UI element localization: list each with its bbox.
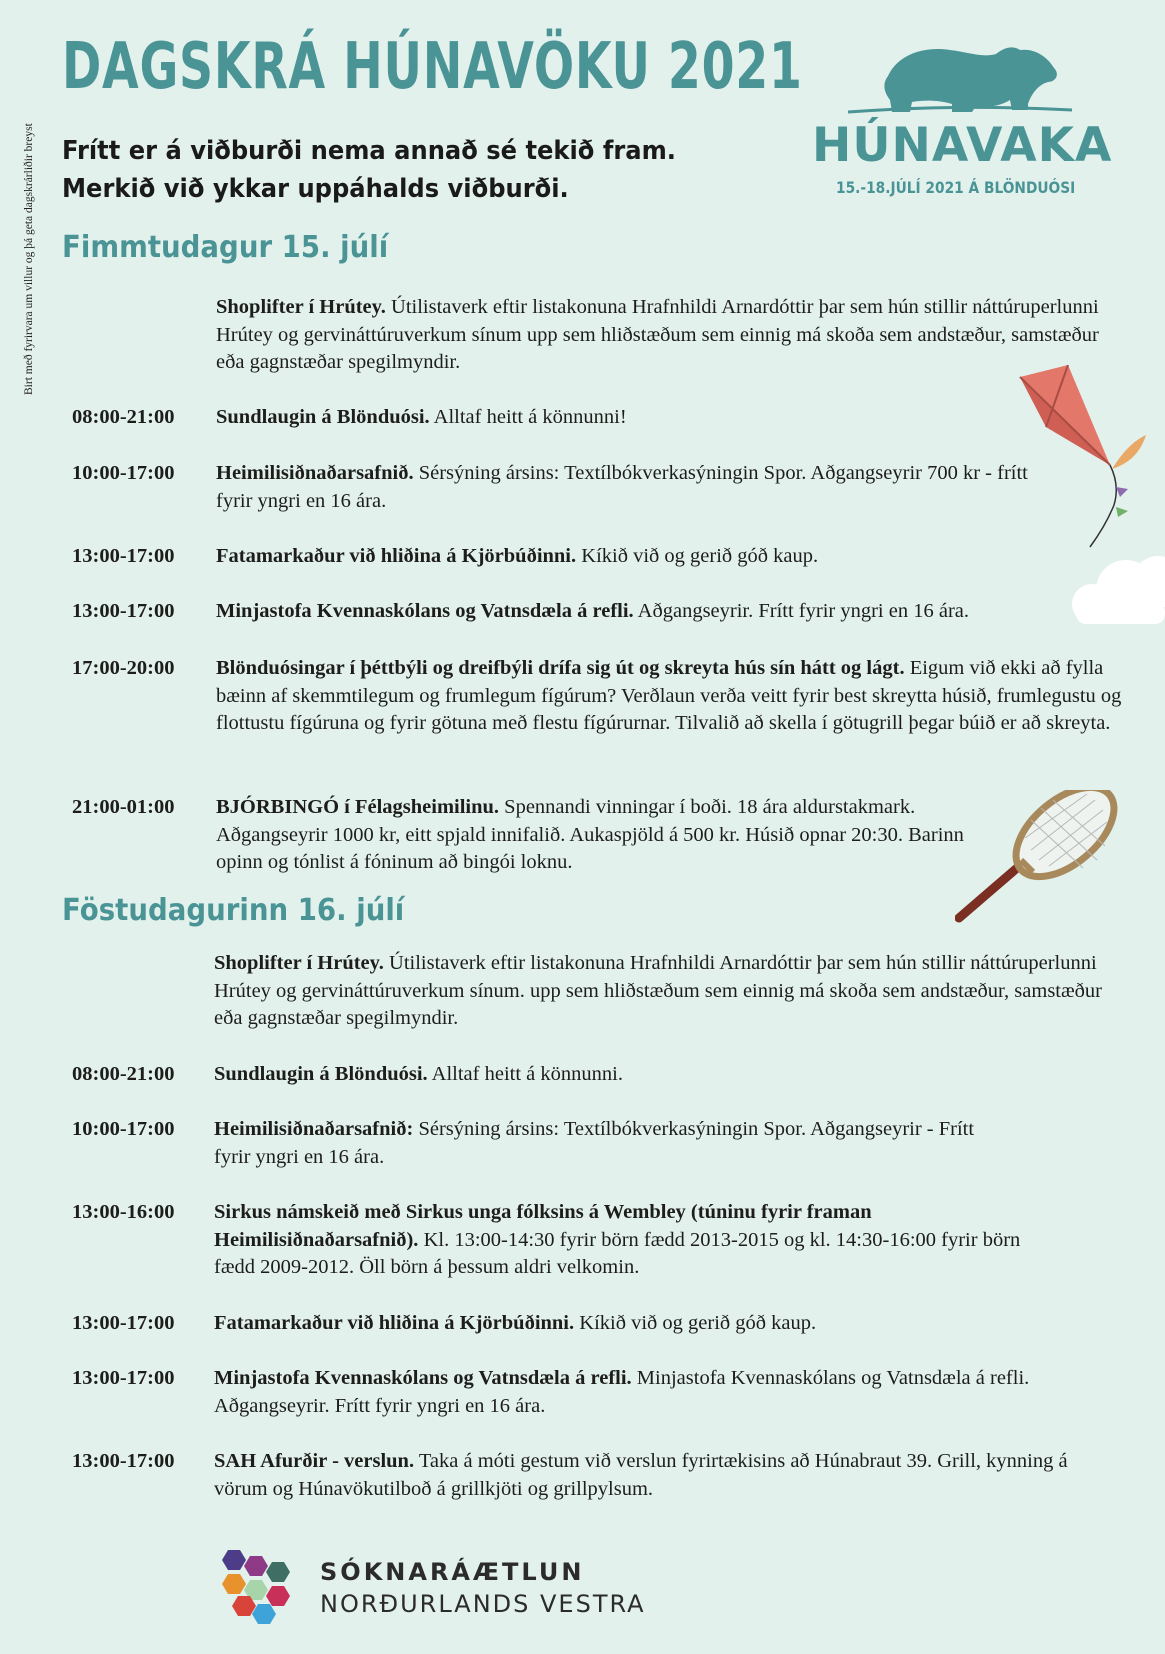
event-title: Shoplifter í Hrútey. xyxy=(214,952,384,974)
event-text: Aðgangseyrir. Frítt fyrir yngri en 16 ára. xyxy=(633,600,969,622)
event-time: 13:00-17:00 xyxy=(72,1450,175,1472)
tennis-racket-icon xyxy=(955,790,1130,925)
event-title: Fatamarkaður við hliðina á Kjörbúðinni. xyxy=(216,545,577,567)
event-time: 21:00-01:00 xyxy=(72,796,175,818)
event-text: Kíkið við og gerið góð kaup. xyxy=(574,1312,817,1334)
event-time: 08:00-21:00 xyxy=(72,406,175,428)
event-text: Taka á móti gestum við verslun fyrirtækisins að Húnabraut 39. Grill, kynning á vörum og Húnavökutilboð á grillkjöti og grillpylsum. xyxy=(214,1450,1068,1500)
event-description xyxy=(216,404,1132,432)
logo-dates: 15.-18.JÚLÍ 2021 Á BLÖNDUÓSI xyxy=(836,178,1076,197)
event-text: Kl. 13:00-14:30 fyrir börn fædd 2013-2015 og kl. 14:30-16:00 fyrir börn fædd 2009-2012. Öll börn á þessum aldri velkomin. xyxy=(214,1228,1021,1278)
event-title: Minjastofa Kvennaskólans og Vatnsdæla á refli. xyxy=(214,1367,632,1389)
event-text: Eigum við ekki að fylla bæinn af skemmtilegum og frumlegum fígúrum? Verðlaun verða veitt fyrir best skreytta húsið, frumlegustu og flottustu fígúruna og fyrir götuna með flestu fígúrurnar. Tilvalið að skella í götugrill þegar búið er að skreyta. xyxy=(216,657,1122,734)
subtitle xyxy=(62,132,676,208)
event-text: Útilistaverk eftir listakonuna Hrafnhildi Arnardóttir þar sem hún stillir náttúruperlunni Hrútey og gervináttúruverkum sínum. upp sem hliðstæðum sem einnig má skoða sem andstæður, samstæður eða gagnstæðar spegilmyndir. xyxy=(214,952,1102,1029)
subtitle-line-2: Merkið við ykkar uppáhalds viðburði. xyxy=(62,174,569,204)
event-time: 13:00-16:00 xyxy=(72,1201,175,1223)
logo-wordmark: HÚNAVAKA xyxy=(812,118,1113,173)
event-text: Kíkið við og gerið góð kaup. xyxy=(576,545,819,567)
hexagon-cluster-icon xyxy=(212,1548,312,1628)
kite-icon xyxy=(1010,365,1160,555)
event-description xyxy=(216,294,1116,377)
event-title: Heimilisiðnaðarsafnið. xyxy=(216,462,414,484)
day-heading-friday: Föstudagurinn 16. júlí xyxy=(62,893,405,928)
event-title: Sirkus námskeið með Sirkus unga fólksins á Wembley (túninu fyrir framan Heimilisiðnaðarsafnið). xyxy=(214,1201,872,1251)
event-text: Útilistaverk eftir listakonuna Hrafnhildi Arnardóttir þar sem hún stillir náttúruperlunni Hrútey og gervináttúruverkum sínum upp sem hliðstæðum sem einnig má skoða sem andstæður, samstæður eða gagnstæðar spegilmyndir. xyxy=(216,296,1099,373)
footer-line-2: NORÐURLANDS VESTRA xyxy=(320,1590,646,1618)
event-description xyxy=(216,598,1132,626)
event-description xyxy=(216,655,1132,738)
event-time: 10:00-17:00 xyxy=(72,462,175,484)
disclaimer-note: Birt með fyrirvara um villur og þá geta dagskrárliðir breyst xyxy=(23,123,35,395)
event-text: Alltaf heitt á könnunni. xyxy=(427,1063,623,1085)
event-time: 13:00-17:00 xyxy=(72,1312,175,1334)
event-time: 08:00-21:00 xyxy=(72,1063,175,1085)
event-description xyxy=(214,1365,1132,1420)
event-description xyxy=(214,1448,1124,1503)
event-description xyxy=(216,794,1006,877)
event-title: Blönduósingar í þéttbýli og dreifbýli drífa sig út og skreyta hús sín hátt og lágt. xyxy=(216,657,905,679)
page-title: DAGSKRÁ HÚNAVÖKU 2021 xyxy=(62,30,803,104)
event-description xyxy=(214,1061,1132,1089)
footer-line-1: SÓKNARÁÆTLUN xyxy=(320,1558,585,1586)
event-title: Minjastofa Kvennaskólans og Vatnsdæla á refli. xyxy=(216,600,634,622)
event-time: 13:00-17:00 xyxy=(72,545,175,567)
event-text: Sérsýning ársins: Textílbókverkasýningin Spor. Aðgangseyrir 700 kr - frítt fyrir yngri en 16 ára. xyxy=(216,462,1028,512)
event-title: Heimilisiðnaðarsafnið: xyxy=(214,1118,414,1140)
event-title: BJÓRBINGÓ í Félagsheimilinu. xyxy=(216,796,500,818)
cloud-icon xyxy=(1066,552,1165,632)
event-description xyxy=(216,460,1068,515)
event-description xyxy=(214,1199,1050,1282)
event-description xyxy=(216,543,1132,571)
event-time: 13:00-17:00 xyxy=(72,1367,175,1389)
event-title: Shoplifter í Hrútey. xyxy=(216,296,386,318)
event-description xyxy=(214,950,1114,1033)
event-text: Sérsýning ársins: Textílbókverkasýningin Spor. Aðgangseyrir - Frítt fyrir yngri en 16 ára. xyxy=(214,1118,975,1168)
day-heading-thursday: Fimmtudagur 15. júlí xyxy=(62,230,389,265)
subtitle-line-1: Frítt er á viðburði nema annað sé tekið fram. xyxy=(62,136,676,166)
event-time: 13:00-17:00 xyxy=(72,600,175,622)
event-title: Fatamarkaður við hliðina á Kjörbúðinni. xyxy=(214,1312,575,1334)
event-time: 10:00-17:00 xyxy=(72,1118,175,1140)
event-text: Alltaf heitt á könnunni! xyxy=(429,406,627,428)
event-title: Sundlaugin á Blönduósi. xyxy=(216,406,430,428)
event-description xyxy=(214,1116,1000,1171)
event-description xyxy=(214,1310,1132,1338)
event-text: Spennandi vinningar í boði. 18 ára aldurstakmark. Aðgangseyrir 1000 kr, eitt spjald innifalið. Aukaspjöld á 500 kr. Húsið opnar 20:30. Barinn opinn og tónlist á fóninum að bingói loknu. xyxy=(216,796,964,873)
event-text: Minjastofa Kvennaskólans og Vatnsdæla á refli. Aðgangseyrir. Frítt fyrir yngri en 16 ára. xyxy=(214,1367,1030,1417)
event-time: 17:00-20:00 xyxy=(72,657,175,679)
event-title: SAH Afurðir - verslun. xyxy=(214,1450,415,1472)
event-title: Sundlaugin á Blönduósi. xyxy=(214,1063,428,1085)
